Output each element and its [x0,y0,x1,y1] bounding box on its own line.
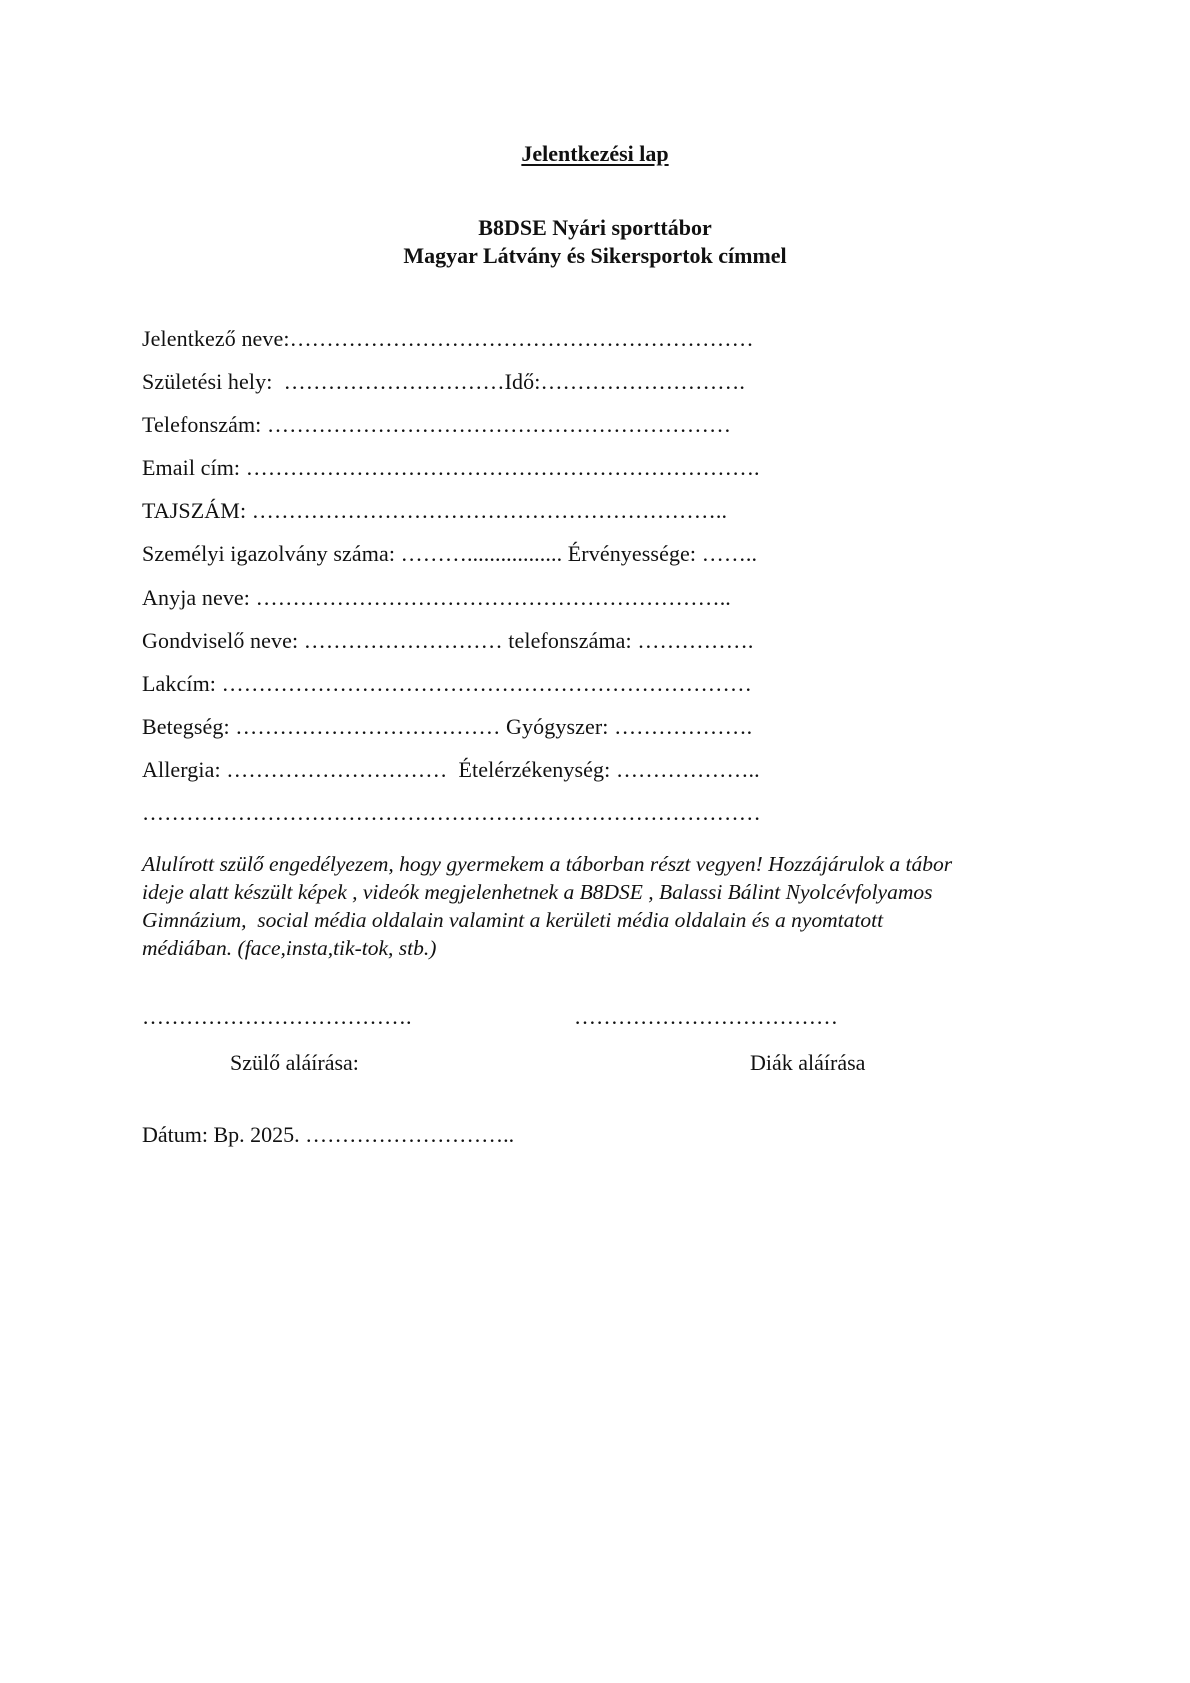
field-mother-name: Anyja neve: ……………………………………………………….. [142,585,731,610]
field-guardian: Gondviselő neve: ……………………… telefonszáma: ……………. [142,628,754,653]
field-allergy-food-sensitivity: Allergia: ………………………… Ételérzékenység: ……………….. [142,757,760,782]
student-signature-label: Diák aláírása [750,1050,866,1075]
field-extra-line: ………………………………………………………………………… [142,800,761,825]
consent-line: Alulírott szülő engedélyezem, hogy gyermekem a táborban részt vegyen! Hozzájárulok a tábor [142,852,953,876]
field-applicant-name: Jelentkező neve:……………………………………………………… [142,326,754,351]
field-email: Email cím: ……………………………………………………………. [142,455,760,480]
consent-line: ideje alatt készült képek , videók megjelenhetnek a B8DSE , Balassi Bálint Nyolcévfolyamos [142,880,933,904]
camp-subtitle: Magyar Látvány és Sikersportok címmel [403,243,787,268]
consent-line: Gimnázium, social média oldalain valamint a kerületi média oldalain és a nyomtatott [142,908,884,932]
parent-signature-line: ………………………………. [142,1004,412,1029]
field-address: Lakcím: ……………………………………………………………… [142,671,753,696]
document-title: Jelentkezési lap [521,141,669,166]
field-id-card: Személyi igazolvány száma: ………................. Érvényessége: …….. [142,541,758,566]
camp-name: B8DSE Nyári sporttábor [478,215,712,240]
date-line: Dátum: Bp. 2025. ……………………….. [142,1122,515,1147]
field-taj-number: TAJSZÁM: ……………………………………………………….. [142,498,728,523]
field-illness-medication: Betegség: ……………………………… Gyógyszer: ………………. [142,714,753,739]
field-birth-place-date: Születési hely: …………………………Idő:………………………. [142,369,745,394]
consent-statement [142,850,982,962]
consent-line: médiában. (face,insta,tik-tok, stb.) [142,936,437,960]
student-signature-line: ……………………………… [574,1004,838,1029]
parent-signature-label: Szülő aláírása: [230,1050,359,1075]
field-phone: Telefonszám: ……………………………………………………… [142,412,732,437]
